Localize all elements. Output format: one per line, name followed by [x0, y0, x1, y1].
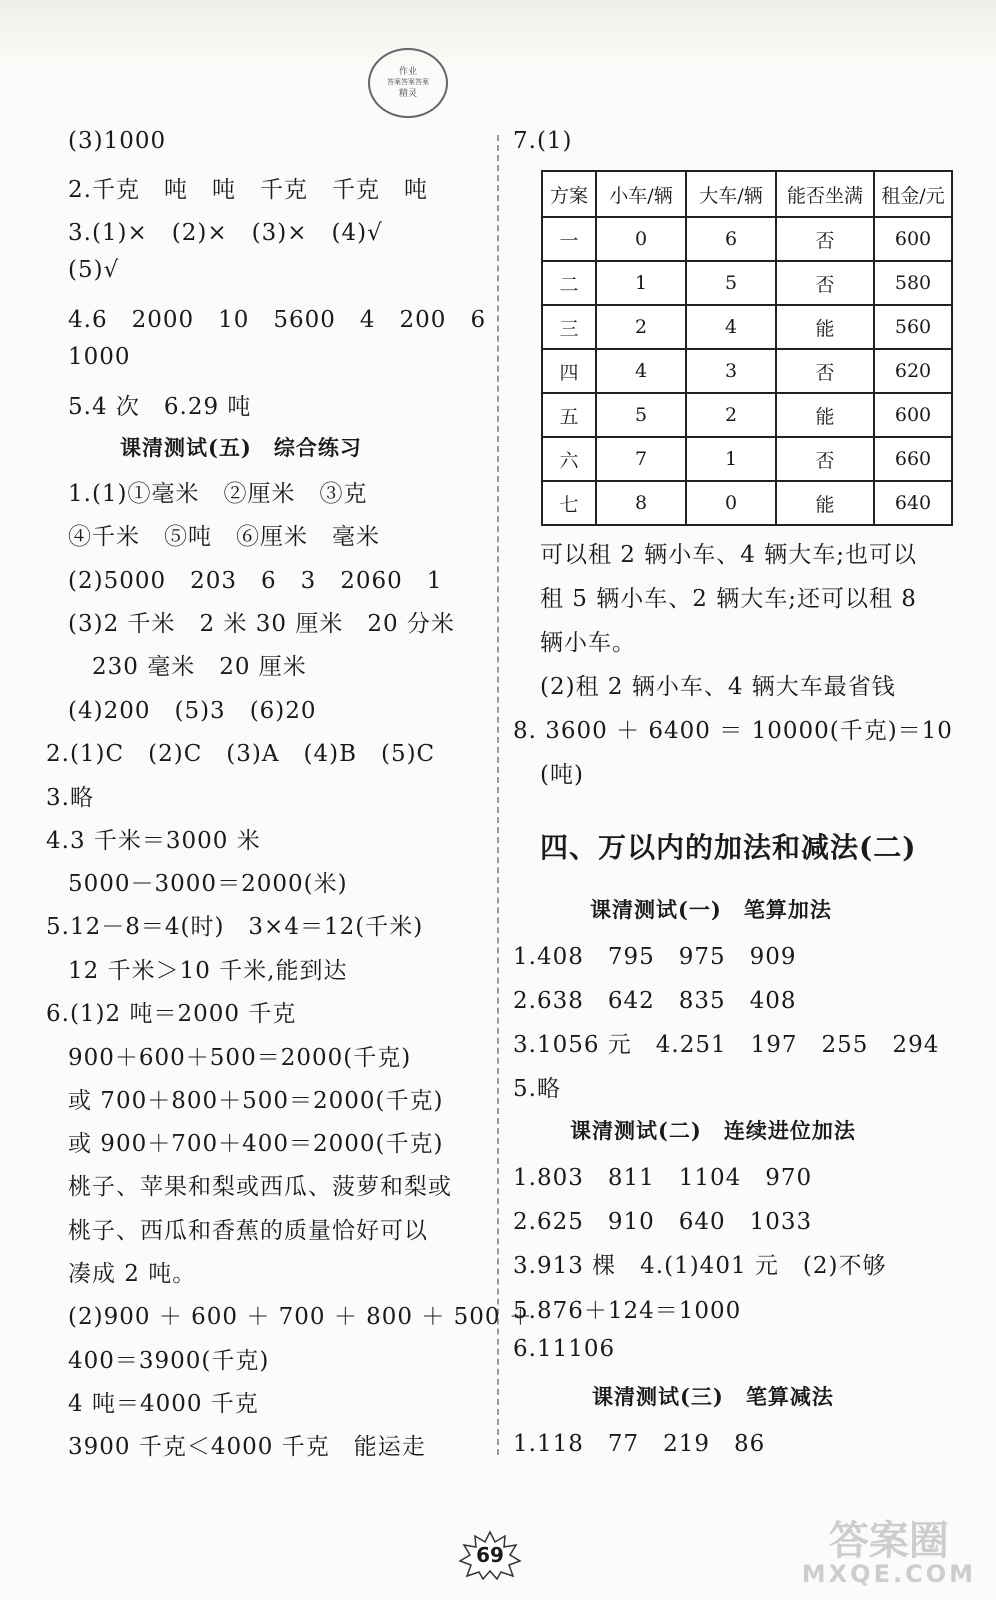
- section-heading: 课清测试(一) 笔算加法: [590, 897, 832, 922]
- page-number-badge: [458, 1530, 522, 1580]
- table-row: [542, 437, 952, 481]
- answer-line: 可以租 2 辆小车、4 辆大车;也可以: [540, 542, 917, 568]
- answer-line: 1000: [68, 344, 131, 370]
- answer-line: 6.(1)2 吨＝2000 千克: [46, 1001, 297, 1027]
- answer-line: 4.3 千米＝3000 米: [46, 828, 261, 854]
- table-cell: 2: [596, 305, 686, 349]
- answer-line: 2.(1)C (2)C (3)A (4)B (5)C: [46, 741, 436, 767]
- answer-line: 5.876＋124＝1000: [513, 1298, 742, 1324]
- answer-line: 租 5 辆小车、2 辆大车;还可以租 8: [540, 586, 917, 612]
- answer-line: 2.638 642 835 408: [513, 988, 797, 1014]
- table-cell: 能: [776, 393, 874, 437]
- table-cell: 600: [874, 393, 952, 437]
- page-number: 69: [476, 1543, 504, 1567]
- table-row: [542, 217, 952, 261]
- answer-line: 5.12－8＝4(时) 3×4＝12(千米): [46, 914, 424, 940]
- table-cell: 能: [776, 305, 874, 349]
- answer-line: 4.6 2000 10 5600 4 200 6: [68, 307, 487, 333]
- answer-line: 4 吨＝4000 千克: [68, 1391, 259, 1417]
- answer-line: (5)√: [68, 257, 120, 283]
- table-header: 大车/辆: [686, 171, 776, 217]
- table-row: [542, 481, 952, 525]
- answer-line: 3.(1)× (2)× (3)× (4)√: [68, 220, 383, 246]
- answer-line: 1.803 811 1104 970: [513, 1165, 813, 1191]
- table-cell: 8: [596, 481, 686, 525]
- answer-line: 12 千米＞10 千米,能到达: [68, 958, 348, 984]
- table-cell: 4: [686, 305, 776, 349]
- table-header: 能否坐满: [776, 171, 874, 217]
- answer-line: (4)200 (5)3 (6)20: [68, 698, 317, 724]
- rental-plan-table: [541, 170, 953, 526]
- table-cell: 四: [542, 349, 596, 393]
- table-cell: 六: [542, 437, 596, 481]
- answer-line: 1.408 795 975 909: [513, 944, 797, 970]
- table-cell: 4: [596, 349, 686, 393]
- answer-line: 8. 3600 ＋ 6400 ＝ 10000(千克)＝10: [513, 718, 953, 744]
- table-row: [542, 261, 952, 305]
- answer-line: 凑成 2 吨。: [68, 1261, 197, 1287]
- answer-line: 2.625 910 640 1033: [513, 1209, 813, 1235]
- chapter-heading: 四、万以内的加法和减法(二): [540, 831, 917, 864]
- answer-line: 5000－3000＝2000(米): [68, 871, 348, 897]
- answer-line: 230 毫米 20 厘米: [92, 654, 307, 680]
- answer-line: (2)租 2 辆小车、4 辆大车最省钱: [540, 674, 896, 700]
- table-cell: 否: [776, 437, 874, 481]
- table-cell: 1: [686, 437, 776, 481]
- table-cell: 600: [874, 217, 952, 261]
- table-cell: 580: [874, 261, 952, 305]
- table-cell: 7: [596, 437, 686, 481]
- section-heading: 课清测试(二) 连续进位加法: [570, 1118, 856, 1143]
- section-heading: 课清测试(五) 综合练习: [120, 435, 362, 460]
- answer-line: 3.1056 元 4.251 197 255 294: [513, 1032, 940, 1058]
- table-header: 方案: [542, 171, 596, 217]
- table-cell: 6: [686, 217, 776, 261]
- table-cell: 640: [874, 481, 952, 525]
- table-cell: 一: [542, 217, 596, 261]
- answer-line: 5.4 次 6.29 吨: [68, 394, 252, 420]
- answer-line: 3900 千克＜4000 千克 能运走: [68, 1434, 426, 1460]
- table-header: 小车/辆: [596, 171, 686, 217]
- table-row: [542, 305, 952, 349]
- table-cell: 2: [686, 393, 776, 437]
- table-cell: 能: [776, 481, 874, 525]
- answer-line: 7.(1): [513, 128, 573, 154]
- column-divider: [497, 135, 499, 1455]
- answer-line: 桃子、苹果和梨或西瓜、菠萝和梨或: [68, 1174, 452, 1200]
- table-cell: 660: [874, 437, 952, 481]
- answer-line: 桃子、西瓜和香蕉的质量恰好可以: [68, 1218, 428, 1244]
- stamp-seal: [368, 48, 448, 118]
- answer-line: 或 900＋700＋400＝2000(千克): [68, 1131, 444, 1157]
- answer-line: 辆小车。: [540, 630, 636, 656]
- answer-line: 3.913 棵 4.(1)401 元 (2)不够: [513, 1253, 887, 1279]
- table-row: [542, 393, 952, 437]
- table-cell: 5: [686, 261, 776, 305]
- top-band: [0, 0, 996, 70]
- answer-line: 3.略: [46, 785, 94, 811]
- table-cell: 560: [874, 305, 952, 349]
- answer-line: ④千米 ⑤吨 ⑥厘米 毫米: [68, 524, 380, 550]
- seal-line: 精灵: [398, 88, 417, 99]
- table-cell: 1: [596, 261, 686, 305]
- answer-line: 2.千克 吨 吨 千克 千克 吨: [68, 177, 428, 203]
- seal-line: 作业: [398, 67, 417, 78]
- seal-line: 答案答案答案: [387, 78, 429, 87]
- table-cell: 0: [686, 481, 776, 525]
- answer-line: 900＋600＋500＝2000(千克): [68, 1045, 412, 1071]
- answer-line: (2)900 ＋ 600 ＋ 700 ＋ 800 ＋ 500 ＋: [68, 1304, 533, 1330]
- table-cell: 否: [776, 261, 874, 305]
- watermark-text: 答案圈: [828, 1518, 949, 1564]
- table-cell: 0: [596, 217, 686, 261]
- table-header-row: [542, 171, 952, 217]
- table-cell: 否: [776, 217, 874, 261]
- answer-line: 5.略: [513, 1076, 561, 1102]
- table-cell: 620: [874, 349, 952, 393]
- answer-line: (3)1000: [68, 128, 167, 154]
- table-cell: 五: [542, 393, 596, 437]
- answer-line: (吨): [540, 762, 584, 788]
- table-row: [542, 349, 952, 393]
- table-cell: 七: [542, 481, 596, 525]
- answer-line: (2)5000 203 6 3 2060 1: [68, 568, 443, 594]
- section-heading: 课清测试(三) 笔算减法: [592, 1384, 834, 1409]
- table-cell: 3: [686, 349, 776, 393]
- table-header: 租金/元: [874, 171, 952, 217]
- answer-line: 6.11106: [513, 1336, 616, 1362]
- table-cell: 5: [596, 393, 686, 437]
- table-cell: 否: [776, 349, 874, 393]
- answer-line: 400＝3900(千克): [68, 1348, 270, 1374]
- answer-line: (3)2 千米 2 米 30 厘米 20 分米: [68, 611, 455, 637]
- watermark-url: MXQE.COM: [801, 1560, 976, 1588]
- table-cell: 三: [542, 305, 596, 349]
- table-cell: 二: [542, 261, 596, 305]
- answer-line: 或 700＋800＋500＝2000(千克): [68, 1088, 444, 1114]
- answer-line: 1.118 77 219 86: [513, 1431, 766, 1457]
- watermark-logo: [802, 1520, 976, 1587]
- answer-line: 1.(1)①毫米 ②厘米 ③克: [68, 481, 368, 507]
